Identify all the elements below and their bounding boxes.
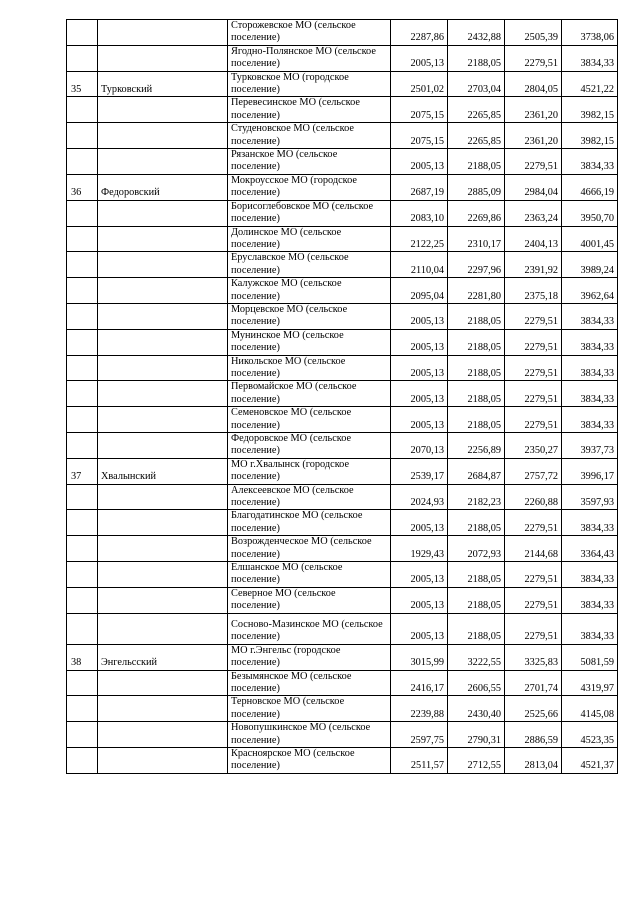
row-number	[67, 433, 98, 459]
row-number	[67, 123, 98, 149]
value-1: 2005,13	[391, 407, 448, 433]
row-number	[67, 670, 98, 696]
table-row	[67, 252, 618, 278]
value-4: 4666,19	[562, 174, 618, 200]
district-name	[98, 613, 228, 644]
district-name	[98, 747, 228, 773]
value-2: 2188,05	[448, 45, 505, 71]
municipality-name: Ягодно-Полянское МО (сельское поселение)	[228, 45, 391, 71]
value-2: 3222,55	[448, 644, 505, 670]
value-1: 2070,13	[391, 433, 448, 459]
district-name	[98, 562, 228, 588]
district-name	[98, 433, 228, 459]
district-name	[98, 329, 228, 355]
table-row	[67, 45, 618, 71]
district-name	[98, 536, 228, 562]
value-3: 2804,05	[505, 71, 562, 97]
row-number: 36	[67, 174, 98, 200]
municipality-name: Терновское МО (сельское поселение)	[228, 696, 391, 722]
district-name: Хвалынский	[98, 458, 228, 484]
value-3: 2361,20	[505, 97, 562, 123]
value-4: 4145,08	[562, 696, 618, 722]
value-1: 2005,13	[391, 303, 448, 329]
value-1: 2005,13	[391, 329, 448, 355]
table-row	[67, 149, 618, 175]
value-4: 3982,15	[562, 97, 618, 123]
value-1: 2511,57	[391, 747, 448, 773]
value-2: 2188,05	[448, 303, 505, 329]
district-name: Федоровский	[98, 174, 228, 200]
municipality-name: Безымянское МО (сельское поселение)	[228, 670, 391, 696]
value-3: 2984,04	[505, 174, 562, 200]
table-row	[67, 562, 618, 588]
value-1: 2075,15	[391, 123, 448, 149]
value-1: 2597,75	[391, 722, 448, 748]
value-3: 2505,39	[505, 20, 562, 46]
value-1: 2095,04	[391, 278, 448, 304]
table-row	[67, 696, 618, 722]
value-1: 2122,25	[391, 226, 448, 252]
value-4: 3834,33	[562, 613, 618, 644]
district-name	[98, 278, 228, 304]
municipality-name: Благодатинское МО (сельское поселение)	[228, 510, 391, 536]
district-name	[98, 149, 228, 175]
value-3: 2404,13	[505, 226, 562, 252]
value-2: 2188,05	[448, 407, 505, 433]
district-name	[98, 484, 228, 510]
value-2: 2188,05	[448, 149, 505, 175]
value-2: 2265,85	[448, 97, 505, 123]
row-number	[67, 355, 98, 381]
row-number	[67, 536, 98, 562]
value-4: 3834,33	[562, 510, 618, 536]
value-3: 2363,24	[505, 200, 562, 226]
value-4: 3834,33	[562, 149, 618, 175]
municipality-name: Калужское МО (сельское поселение)	[228, 278, 391, 304]
table-row	[67, 71, 618, 97]
value-2: 2188,05	[448, 587, 505, 613]
value-1: 2005,13	[391, 45, 448, 71]
value-1: 2005,13	[391, 510, 448, 536]
value-4: 3962,64	[562, 278, 618, 304]
value-4: 3996,17	[562, 458, 618, 484]
table-row	[67, 200, 618, 226]
value-4: 3834,33	[562, 587, 618, 613]
value-4: 3834,33	[562, 355, 618, 381]
value-4: 3834,33	[562, 562, 618, 588]
value-2: 2790,31	[448, 722, 505, 748]
municipality-name: Сосново-Мазинское МО (сельское поселение)	[228, 613, 391, 644]
table-row	[67, 303, 618, 329]
value-3: 2279,51	[505, 149, 562, 175]
value-4: 3834,33	[562, 407, 618, 433]
table-row	[67, 587, 618, 613]
value-1: 3015,99	[391, 644, 448, 670]
value-3: 2525,66	[505, 696, 562, 722]
value-4: 3834,33	[562, 329, 618, 355]
table-body	[67, 20, 618, 774]
district-name	[98, 670, 228, 696]
municipality-name: Северное МО (сельское поселение)	[228, 587, 391, 613]
value-3: 2701,74	[505, 670, 562, 696]
value-2: 2432,88	[448, 20, 505, 46]
municipality-name: Морцевское МО (сельское поселение)	[228, 303, 391, 329]
table-row	[67, 381, 618, 407]
table-row	[67, 510, 618, 536]
district-name: Энгельсский	[98, 644, 228, 670]
value-1: 2287,86	[391, 20, 448, 46]
district-name	[98, 226, 228, 252]
row-number	[67, 226, 98, 252]
table-row	[67, 329, 618, 355]
municipality-name: Мунинское МО (сельское поселение)	[228, 329, 391, 355]
value-4: 5081,59	[562, 644, 618, 670]
row-number	[67, 45, 98, 71]
value-1: 2005,13	[391, 381, 448, 407]
row-number	[67, 562, 98, 588]
value-4: 4319,97	[562, 670, 618, 696]
municipality-name: Алексеевское МО (сельское поселение)	[228, 484, 391, 510]
row-number	[67, 329, 98, 355]
table-row	[67, 407, 618, 433]
value-3: 2886,59	[505, 722, 562, 748]
value-3: 2260,88	[505, 484, 562, 510]
municipality-name: Никольское МО (сельское поселение)	[228, 355, 391, 381]
value-3: 2813,04	[505, 747, 562, 773]
value-2: 2430,40	[448, 696, 505, 722]
value-2: 2684,87	[448, 458, 505, 484]
table-row	[67, 722, 618, 748]
value-3: 2279,51	[505, 329, 562, 355]
table-row	[67, 536, 618, 562]
value-2: 2188,05	[448, 329, 505, 355]
value-1: 2005,13	[391, 562, 448, 588]
value-4: 4523,35	[562, 722, 618, 748]
value-1: 2539,17	[391, 458, 448, 484]
row-number: 35	[67, 71, 98, 97]
value-4: 3950,70	[562, 200, 618, 226]
municipality-name: Перевесинское МО (сельское поселение)	[228, 97, 391, 123]
value-3: 2350,27	[505, 433, 562, 459]
value-2: 2269,86	[448, 200, 505, 226]
value-4: 3982,15	[562, 123, 618, 149]
value-2: 2188,05	[448, 510, 505, 536]
row-number	[67, 97, 98, 123]
value-3: 2279,51	[505, 303, 562, 329]
value-1: 2687,19	[391, 174, 448, 200]
district-name	[98, 407, 228, 433]
municipality-name: Елшанское МО (сельское поселение)	[228, 562, 391, 588]
value-3: 2391,92	[505, 252, 562, 278]
row-number: 37	[67, 458, 98, 484]
value-1: 2005,13	[391, 149, 448, 175]
value-1: 2239,88	[391, 696, 448, 722]
municipality-name: Новопушкинское МО (сельское поселение)	[228, 722, 391, 748]
table-row	[67, 484, 618, 510]
municipality-name: Рязанское МО (сельское поселение)	[228, 149, 391, 175]
municipality-name: Семеновское МО (сельское поселение)	[228, 407, 391, 433]
value-2: 2310,17	[448, 226, 505, 252]
table-row	[67, 355, 618, 381]
row-number	[67, 252, 98, 278]
municipality-name: Еруславское МО (сельское поселение)	[228, 252, 391, 278]
table-row	[67, 670, 618, 696]
value-4: 4521,37	[562, 747, 618, 773]
tariff-table	[66, 19, 618, 774]
row-number	[67, 484, 98, 510]
municipality-name: Студеновское МО (сельское поселение)	[228, 123, 391, 149]
value-4: 3364,43	[562, 536, 618, 562]
value-4: 3937,73	[562, 433, 618, 459]
value-1: 2416,17	[391, 670, 448, 696]
district-name	[98, 20, 228, 46]
row-number	[67, 510, 98, 536]
table-row	[67, 97, 618, 123]
municipality-name: МО г.Энгельс (городское поселение)	[228, 644, 391, 670]
value-1: 2024,93	[391, 484, 448, 510]
table-row	[67, 226, 618, 252]
table-row	[67, 747, 618, 773]
value-3: 2279,51	[505, 587, 562, 613]
table-row	[67, 433, 618, 459]
municipality-name: Возрожденческое МО (сельское поселение)	[228, 536, 391, 562]
row-number	[67, 20, 98, 46]
district-name	[98, 722, 228, 748]
value-3: 2279,51	[505, 562, 562, 588]
row-number	[67, 722, 98, 748]
table-row	[67, 613, 618, 644]
district-name	[98, 252, 228, 278]
value-3: 2279,51	[505, 381, 562, 407]
value-3: 2757,72	[505, 458, 562, 484]
value-4: 3738,06	[562, 20, 618, 46]
row-number	[67, 747, 98, 773]
row-number	[67, 200, 98, 226]
value-2: 2281,80	[448, 278, 505, 304]
value-2: 2188,05	[448, 613, 505, 644]
row-number	[67, 381, 98, 407]
table-row	[67, 458, 618, 484]
value-4: 3834,33	[562, 381, 618, 407]
value-2: 2265,85	[448, 123, 505, 149]
district-name	[98, 200, 228, 226]
value-3: 2279,51	[505, 510, 562, 536]
row-number	[67, 303, 98, 329]
value-1: 2501,02	[391, 71, 448, 97]
district-name	[98, 355, 228, 381]
district-name	[98, 510, 228, 536]
row-number	[67, 613, 98, 644]
table-row	[67, 123, 618, 149]
municipality-name: Федоровское МО (сельское поселение)	[228, 433, 391, 459]
district-name: Турковский	[98, 71, 228, 97]
value-2: 2606,55	[448, 670, 505, 696]
value-3: 2279,51	[505, 355, 562, 381]
value-3: 2361,20	[505, 123, 562, 149]
value-2: 2885,09	[448, 174, 505, 200]
value-3: 2144,68	[505, 536, 562, 562]
row-number	[67, 149, 98, 175]
table-row	[67, 20, 618, 46]
value-4: 3834,33	[562, 303, 618, 329]
value-1: 2110,04	[391, 252, 448, 278]
value-2: 2188,05	[448, 381, 505, 407]
value-2: 2703,04	[448, 71, 505, 97]
table-row	[67, 278, 618, 304]
row-number	[67, 407, 98, 433]
district-name	[98, 97, 228, 123]
value-2: 2188,05	[448, 562, 505, 588]
municipality-name: Долинское МО (сельское поселение)	[228, 226, 391, 252]
value-2: 2182,23	[448, 484, 505, 510]
value-2: 2256,89	[448, 433, 505, 459]
table-row	[67, 644, 618, 670]
municipality-name: Сторожевское МО (сельское поселение)	[228, 20, 391, 46]
municipality-name: МО г.Хвалынск (городское поселение)	[228, 458, 391, 484]
value-1: 1929,43	[391, 536, 448, 562]
value-2: 2072,93	[448, 536, 505, 562]
municipality-name: Мокроусское МО (городское поселение)	[228, 174, 391, 200]
value-3: 2279,51	[505, 45, 562, 71]
value-1: 2005,13	[391, 587, 448, 613]
value-3: 2279,51	[505, 613, 562, 644]
municipality-name: Борисоглебовское МО (сельское поселение)	[228, 200, 391, 226]
row-number	[67, 696, 98, 722]
value-2: 2188,05	[448, 355, 505, 381]
value-4: 4521,22	[562, 71, 618, 97]
table-row	[67, 174, 618, 200]
municipality-name: Первомайское МО (сельское поселение)	[228, 381, 391, 407]
value-4: 3989,24	[562, 252, 618, 278]
value-2: 2712,55	[448, 747, 505, 773]
value-3: 2279,51	[505, 407, 562, 433]
value-1: 2075,15	[391, 97, 448, 123]
district-name	[98, 587, 228, 613]
district-name	[98, 381, 228, 407]
value-2: 2297,96	[448, 252, 505, 278]
value-3: 2375,18	[505, 278, 562, 304]
value-4: 3597,93	[562, 484, 618, 510]
value-4: 4001,45	[562, 226, 618, 252]
row-number	[67, 278, 98, 304]
district-name	[98, 45, 228, 71]
value-1: 2005,13	[391, 613, 448, 644]
value-4: 3834,33	[562, 45, 618, 71]
municipality-name: Красноярское МО (сельское поселение)	[228, 747, 391, 773]
value-1: 2005,13	[391, 355, 448, 381]
district-name	[98, 696, 228, 722]
municipality-name: Турковское МО (городское поселение)	[228, 71, 391, 97]
value-1: 2083,10	[391, 200, 448, 226]
district-name	[98, 123, 228, 149]
row-number: 38	[67, 644, 98, 670]
value-3: 3325,83	[505, 644, 562, 670]
district-name	[98, 303, 228, 329]
row-number	[67, 587, 98, 613]
